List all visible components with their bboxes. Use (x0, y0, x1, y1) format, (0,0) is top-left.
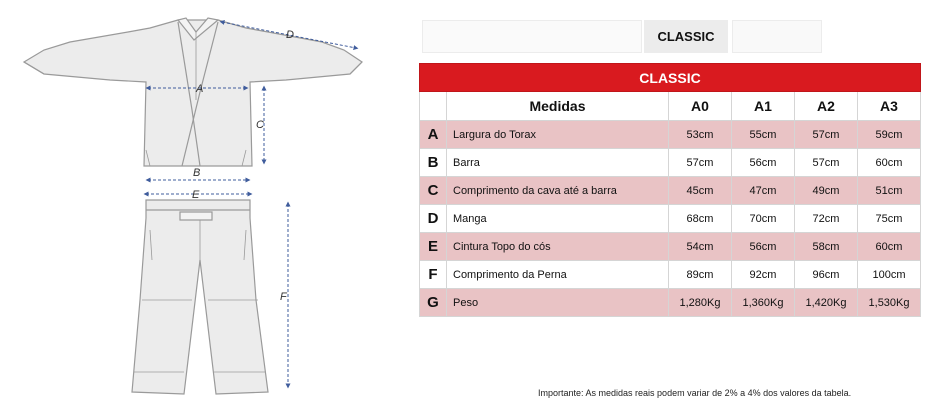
row-value-a2: 57cm (795, 121, 858, 149)
row-name: Barra (447, 149, 669, 177)
header-size-a3: A3 (858, 92, 921, 121)
row-value-a3: 51cm (858, 177, 921, 205)
dimension-label-c: C (256, 119, 264, 131)
row-letter: F (420, 261, 447, 289)
row-letter: D (420, 205, 447, 233)
dimension-label-b: B (193, 167, 201, 179)
row-letter: G (420, 289, 447, 317)
table-row (420, 149, 921, 177)
row-value-a1: 1,360Kg (732, 289, 795, 317)
dimension-label-e: E (192, 189, 200, 201)
row-value-a3: 1,530Kg (858, 289, 921, 317)
table-row (420, 121, 921, 149)
row-value-a2: 1,420Kg (795, 289, 858, 317)
row-value-a3: 100cm (858, 261, 921, 289)
row-value-a0: 68cm (669, 205, 732, 233)
size-table (419, 63, 921, 317)
row-value-a1: 55cm (732, 121, 795, 149)
row-value-a0: 57cm (669, 149, 732, 177)
table-row (420, 205, 921, 233)
header-measure: Medidas (447, 92, 669, 121)
row-value-a2: 72cm (795, 205, 858, 233)
footnote: Importante: As medidas reais podem variar de 2% a 4% dos valores da tabela. (538, 388, 852, 398)
dimension-label-f: F (280, 291, 287, 303)
row-value-a3: 60cm (858, 149, 921, 177)
header-size-a0: A0 (669, 92, 732, 121)
dimension-label-a: A (196, 83, 204, 95)
row-value-a2: 96cm (795, 261, 858, 289)
row-name: Largura do Torax (447, 121, 669, 149)
row-value-a1: 47cm (732, 177, 795, 205)
header-size-a1: A1 (732, 92, 795, 121)
row-value-a0: 45cm (669, 177, 732, 205)
row-value-a0: 1,280Kg (669, 289, 732, 317)
row-value-a3: 75cm (858, 205, 921, 233)
row-name: Manga (447, 205, 669, 233)
row-value-a1: 56cm (732, 233, 795, 261)
row-name: Peso (447, 289, 669, 317)
row-value-a2: 49cm (795, 177, 858, 205)
header-blank-right (732, 20, 822, 53)
header-blank-left (422, 20, 642, 53)
gi-illustration (0, 0, 400, 419)
row-name: Cintura Topo do cós (447, 233, 669, 261)
row-name: Comprimento da Perna (447, 261, 669, 289)
table-row (420, 177, 921, 205)
table-row (420, 261, 921, 289)
row-value-a2: 58cm (795, 233, 858, 261)
row-value-a1: 70cm (732, 205, 795, 233)
row-value-a1: 56cm (732, 149, 795, 177)
table-row (420, 289, 921, 317)
table-title-row (420, 64, 921, 92)
row-value-a0: 89cm (669, 261, 732, 289)
header-size-a2: A2 (795, 92, 858, 121)
row-value-a0: 53cm (669, 121, 732, 149)
dimension-label-d: D (286, 29, 294, 41)
jacket-drawing (24, 18, 362, 166)
row-value-a3: 59cm (858, 121, 921, 149)
pants-drawing (132, 200, 268, 394)
table-row (420, 233, 921, 261)
row-letter: E (420, 233, 447, 261)
header-letter-cell (420, 92, 447, 121)
table-title: CLASSIC (420, 64, 921, 92)
row-letter: A (420, 121, 447, 149)
row-value-a1: 92cm (732, 261, 795, 289)
row-value-a0: 54cm (669, 233, 732, 261)
row-value-a2: 57cm (795, 149, 858, 177)
table-header-row (420, 92, 921, 121)
row-value-a3: 60cm (858, 233, 921, 261)
row-letter: B (420, 149, 447, 177)
row-letter: C (420, 177, 447, 205)
model-tab-classic[interactable]: CLASSIC (644, 20, 728, 53)
row-name: Comprimento da cava até a barra (447, 177, 669, 205)
